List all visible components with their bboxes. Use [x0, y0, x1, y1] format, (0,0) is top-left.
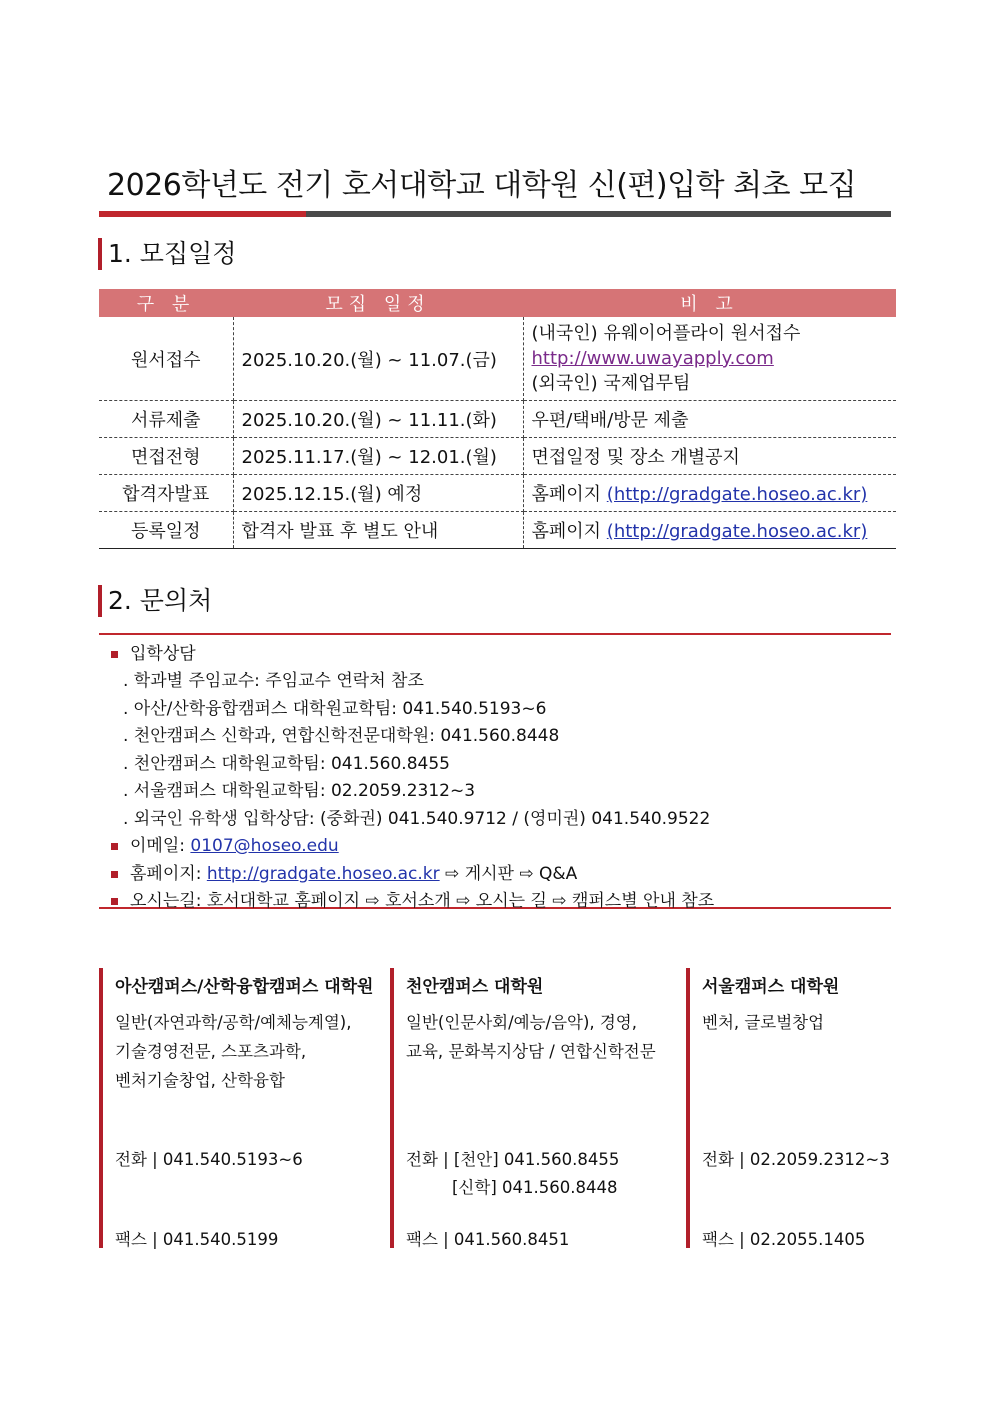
row-category: 면접전형 — [99, 438, 233, 475]
page-title: 2026학년도 전기 호서대학교 대학원 신(편)입학 최초 모집 — [107, 168, 857, 203]
bullet-icon — [111, 843, 118, 850]
campus-fax: 팩스 | 02.2055.1405 — [702, 1230, 866, 1249]
table-header-row — [99, 289, 896, 317]
list-item: . 서울캠퍼스 대학원교학팀: 02.2059.2312~3 — [123, 781, 476, 801]
column-header: 비 고 — [523, 289, 896, 317]
campus-tel — [406, 1146, 619, 1202]
note-text: (외국인) 국제업무팀 — [531, 373, 691, 394]
campus-tel: 전화 | 02.2059.2312~3 — [702, 1150, 890, 1169]
campus-name: 천안캠퍼스 대학원 — [406, 977, 544, 997]
campus-fax: 팩스 | 041.560.8451 — [406, 1230, 570, 1249]
field-line: 교육, 문화복지상담 / 연합신학전문 — [406, 1042, 656, 1061]
homepage-path: ⇨ 게시판 ⇨ Q&A — [445, 864, 578, 884]
table-row — [99, 401, 896, 438]
row-note: 우편/택배/방문 제출 — [523, 401, 896, 438]
campus-fields — [702, 1008, 824, 1037]
field-line: 일반(자연과학/공학/예체능계열), — [115, 1013, 352, 1032]
column-header: 구 분 — [99, 289, 233, 317]
list-item: . 천안캠퍼스 대학원교학팀: 041.560.8455 — [123, 754, 450, 774]
note-text: 홈페이지 — [531, 484, 602, 505]
homepage-link[interactable]: http://gradgate.hoseo.ac.kr — [206, 864, 440, 884]
table-row — [99, 475, 896, 512]
directions-text: 오시는길: 호서대학교 홈페이지 ⇨ 호서소개 ⇨ 오시는 길 ⇨ 캠퍼스별 안내 참조 — [130, 891, 715, 911]
list-item — [111, 831, 339, 856]
campus-cheonan — [390, 968, 680, 1248]
table-row — [99, 512, 896, 549]
row-note — [523, 475, 896, 512]
field-line: 기술경영전문, 스포츠과학, — [115, 1042, 307, 1061]
list-item — [111, 859, 577, 884]
homepage-label: 홈페이지: — [130, 864, 202, 884]
section-heading-contact: 2. 문의처 — [98, 585, 212, 617]
tel-line: 전화 | [천안] 041.560.8455 — [406, 1150, 620, 1169]
row-schedule: 2025.12.15.(월) 예정 — [233, 475, 523, 512]
gradgate-link[interactable]: (http://gradgate.hoseo.ac.kr) — [606, 521, 868, 542]
title-underline-accent — [99, 211, 306, 217]
consult-label: 입학상담 — [130, 644, 196, 664]
field-line: 벤처, 글로벌창업 — [702, 1013, 825, 1032]
row-schedule: 2025.10.20.(월) ~ 11.11.(화) — [233, 401, 523, 438]
row-note — [523, 512, 896, 549]
list-item: . 천안캠퍼스 신학과, 연합신학전문대학원: 041.560.8448 — [123, 726, 560, 746]
bullet-icon — [111, 651, 118, 658]
note-text: 홈페이지 — [531, 521, 602, 542]
contact-box — [99, 633, 891, 909]
row-schedule: 2025.10.20.(월) ~ 11.07.(금) — [233, 317, 523, 401]
list-item: . 아산/산학융합캠퍼스 대학원교학팀: 041.540.5193~6 — [123, 699, 547, 719]
field-line: 벤처기술창업, 산학융합 — [115, 1071, 285, 1090]
field-line: 일반(인문사회/예능/음악), 경영, — [406, 1013, 637, 1032]
table-row — [99, 317, 896, 401]
row-schedule: 합격자 발표 후 별도 안내 — [233, 512, 523, 549]
section-heading-schedule: 1. 모집일정 — [98, 238, 236, 270]
uwayapply-link[interactable]: http://www.uwayapply.com — [531, 348, 774, 369]
campus-tel: 전화 | 041.540.5193~6 — [115, 1150, 303, 1169]
row-note — [523, 317, 896, 401]
campus-asan — [99, 968, 389, 1248]
table-row — [99, 438, 896, 475]
list-item: . 학과별 주임교수: 주임교수 연락처 참조 — [123, 671, 424, 691]
bullet-icon — [111, 871, 118, 878]
email-label: 이메일: — [130, 836, 185, 856]
campus-fax: 팩스 | 041.540.5199 — [115, 1230, 279, 1249]
bullet-icon — [111, 898, 118, 905]
list-item — [111, 886, 714, 911]
tel-line: [신학] 041.560.8448 — [452, 1178, 618, 1197]
list-item: . 외국인 유학생 입학상담: (중화권) 041.540.9712 / (영미권) 041.540.9522 — [123, 809, 711, 829]
schedule-table — [99, 289, 896, 549]
campus-seoul — [686, 968, 891, 1248]
campus-name: 아산캠퍼스/산학융합캠퍼스 대학원 — [115, 977, 374, 997]
row-category: 원서접수 — [99, 317, 233, 401]
gradgate-link[interactable]: (http://gradgate.hoseo.ac.kr) — [606, 484, 868, 505]
row-category: 서류제출 — [99, 401, 233, 438]
note-text: (내국인) 유웨이어플라이 원서접수 — [531, 323, 801, 344]
row-note: 면접일정 및 장소 개별공지 — [523, 438, 896, 475]
campus-fields — [406, 1008, 656, 1066]
campus-fields — [115, 1008, 351, 1095]
row-category: 합격자발표 — [99, 475, 233, 512]
row-schedule: 2025.11.17.(월) ~ 12.01.(월) — [233, 438, 523, 475]
email-link[interactable]: 0107@hoseo.edu — [190, 836, 339, 856]
column-header: 모집 일정 — [233, 289, 523, 317]
campus-name: 서울캠퍼스 대학원 — [702, 977, 840, 997]
row-category: 등록일정 — [99, 512, 233, 549]
list-item — [111, 639, 196, 664]
